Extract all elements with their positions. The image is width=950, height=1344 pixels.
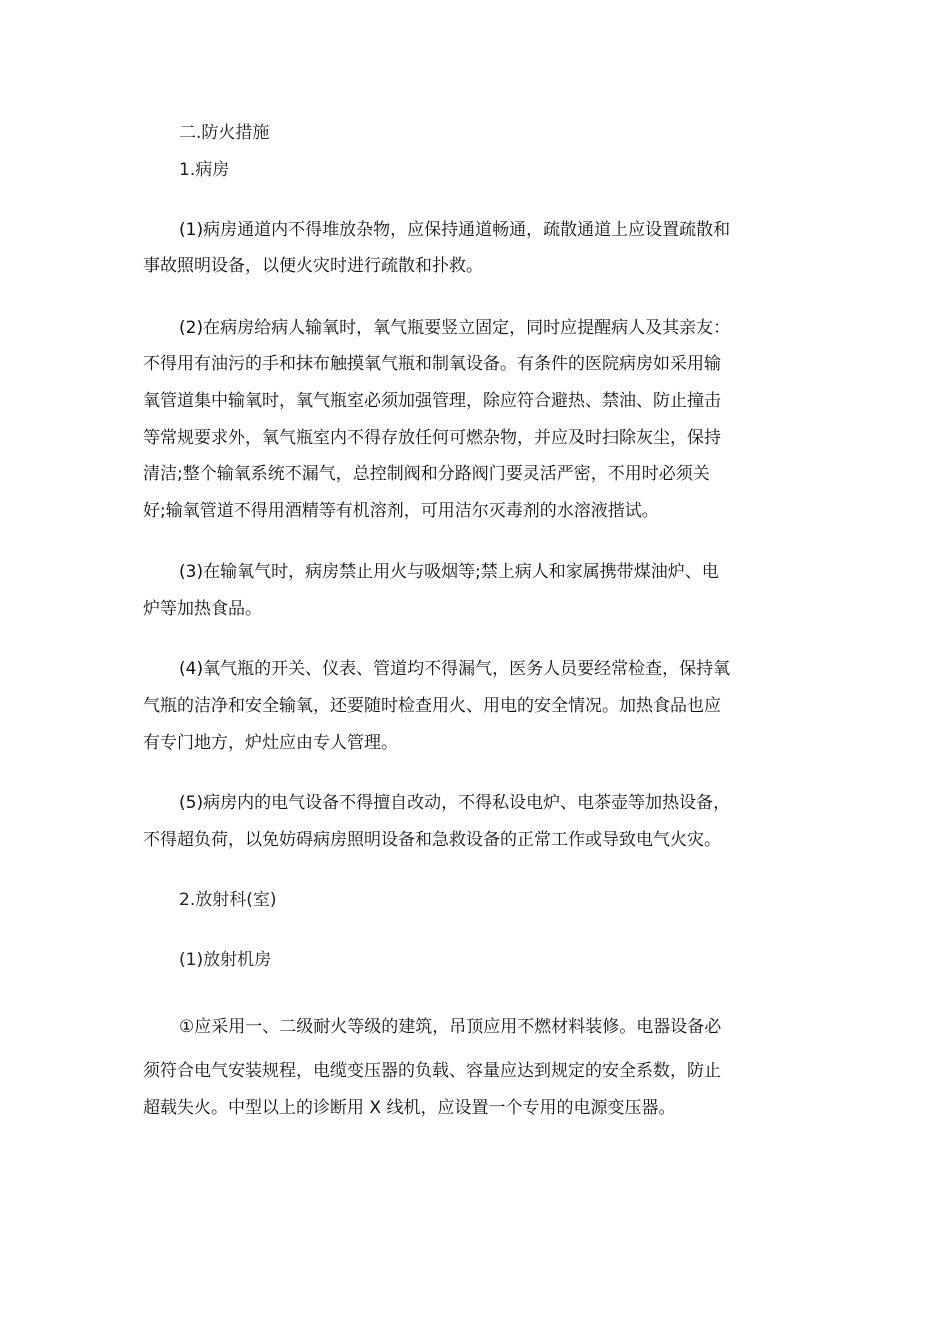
subsection-title-radiology: 2.放射科(室) bbox=[179, 890, 277, 910]
paragraph-5-line-1: (5)病房内的电气设备不得擅自改动，不得私设电炉、电茶壶等加热设备， bbox=[179, 793, 731, 813]
paragraph-2-line-5: 清洁;整个输氧系统不漏气，总控制阀和分路阀门要灵活严密，不用时必须关 bbox=[143, 464, 710, 484]
paragraph-6-line-2: 须符合电气安装规程，电缆变压器的负载、容量应达到规定的安全系数，防止 bbox=[143, 1061, 721, 1081]
paragraph-5-line-2: 不得超负荷，以免妨碍病房照明设备和急救设备的正常工作或导致电气火灾。 bbox=[143, 830, 721, 850]
paragraph-3-line-1: (3)在输氧气时，病房禁止用火与吸烟等;禁上病人和家属携带煤油炉、电 bbox=[179, 562, 719, 582]
paragraph-2-line-1: (2)在病房给病人输氧时，氧气瓶要竖立固定，同时应提醒病人及其亲友： bbox=[179, 318, 731, 338]
paragraph-1-line-1: (1)病房通道内不得堆放杂物，应保持通道畅通，疏散通道上应设置疏散和 bbox=[179, 220, 731, 240]
paragraph-2-line-4: 等常规要求外，氧气瓶室内不得存放任何可燃杂物，并应及时扫除灰尘，保持 bbox=[143, 428, 721, 448]
subsection-title-wards: 1.病房 bbox=[179, 160, 230, 180]
paragraph-3-line-2: 炉等加热食品。 bbox=[143, 599, 262, 619]
paragraph-2-line-2: 不得用有油污的手和抹布触摸氧气瓶和制氧设备。有条件的医院病房如采用输 bbox=[143, 354, 721, 374]
paragraph-4-line-2: 气瓶的洁净和安全输氧，还要随时检查用火、用电的安全情况。加热食品也应 bbox=[143, 696, 721, 716]
paragraph-6-line-3: 超载失火。中型以上的诊断用 X 线机，应设置一个专用的电源变压器。 bbox=[143, 1098, 676, 1118]
paragraph-6-line-1: ①应采用一、二级耐火等级的建筑，吊顶应用不燃材料装修。电器设备必 bbox=[179, 1017, 722, 1037]
paragraph-4-line-3: 有专门地方，炉灶应由专人管理。 bbox=[143, 733, 398, 753]
paragraph-4-line-1: (4)氧气瓶的开关、仪表、管道均不得漏气，医务人员要经常检查，保持氧 bbox=[179, 659, 731, 679]
paragraph-2-line-6: 好;输氧管道不得用酒精等有机溶剂，可用洁尔灭毒剂的水溶液揩试。 bbox=[143, 501, 659, 521]
paragraph-2-line-3: 氧管道集中输氧时，氧气瓶室必须加强管理，除应符合避热、禁油、防止撞击 bbox=[143, 391, 721, 411]
paragraph-1-line-2: 事故照明设备，以便火灾时进行疏散和扑救。 bbox=[143, 256, 483, 276]
section-title: 二.防火措施 bbox=[179, 123, 270, 143]
subsection-title-xray-room: (1)放射机房 bbox=[179, 950, 272, 970]
